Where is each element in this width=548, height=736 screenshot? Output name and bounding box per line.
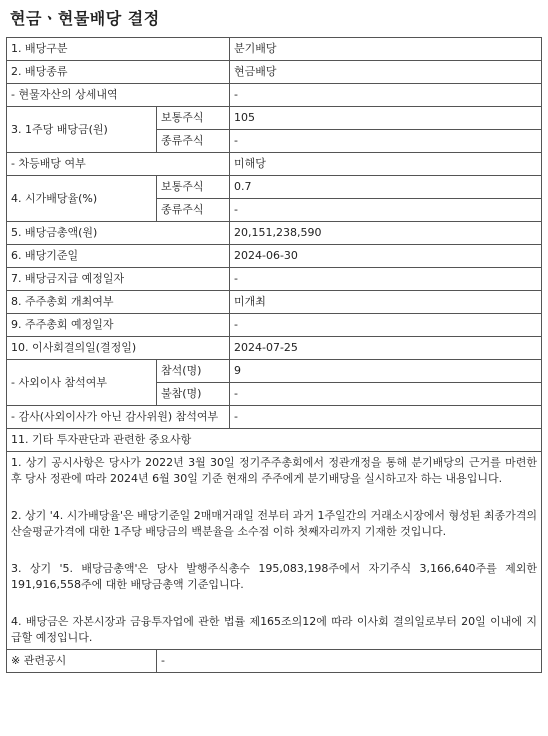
row-label-total: 5. 배당금총액(원) [7,222,230,245]
row-label-inkind-details: - 현물자산의 상세내역 [7,84,230,107]
table-row [7,84,542,107]
row-label-payment-date: 7. 배당금지급 예정일자 [7,268,230,291]
table-row [7,38,542,61]
row-value-agm-held: 미개최 [230,291,542,314]
value-absent: - [230,383,542,406]
table-row [7,176,542,199]
row-label-yield: 4. 시가배당율(%) [7,176,157,222]
table-row [7,429,542,452]
row-label-auditor-attendance: - 감사(사외이사가 아닌 감사위원) 참석여부 [7,406,230,429]
table-row [7,268,542,291]
table-row [7,360,542,383]
sub-label-preferred: 종류주식 [157,130,230,153]
note-paragraph: 4. 배당금은 자본시장과 금융투자업에 관한 법률 제165조의12에 따라 이사회 결의일로부터 20일 이내에 지급할 예정입니다. [11,615,537,644]
table-row [7,337,542,360]
row-label-other-matters: 11. 기타 투자판단과 관련한 중요사항 [7,429,542,452]
value-yield-preferred: - [230,199,542,222]
note-paragraph: 1. 상기 공시사항은 당사가 2022년 3월 30일 정기주주총회에서 정관개정을 통해 분기배당의 근거를 마련한 후 당사 정관에 따라 2024년 6월 30일 기준 현재의 주주에게 분기배당을 실시하고자 하는 내용입니다. [11,456,537,485]
row-value-dividend-kind: 현금배당 [230,61,542,84]
table-row [7,291,542,314]
row-label-differential: - 차등배당 여부 [7,153,230,176]
note-paragraph: 2. 상기 '4. 시가배당율'은 배당기준일 2매매거래일 전부터 과거 1주일간의 거래소시장에서 형성된 최종가격의 산술평균가격에 대한 1주당 배당금의 백분율을 소수점 이하 첫째자리까지 기재한 것입니다. [11,509,537,538]
value-dps-common: 105 [230,107,542,130]
row-value-differential: 미해당 [230,153,542,176]
table-row [7,107,542,130]
row-value-record-date: 2024-06-30 [230,245,542,268]
row-label-dividend-kind: 2. 배당종류 [7,61,230,84]
row-value-inkind-details: - [230,84,542,107]
table-row [7,650,542,673]
sub-label-common: 보통주식 [157,176,230,199]
table-row [7,153,542,176]
table-row [7,61,542,84]
row-label-agm-held: 8. 주주총회 개최여부 [7,291,230,314]
table-row [7,314,542,337]
row-value-total: 20,151,238,590 [230,222,542,245]
row-label-dividend-type: 1. 배당구분 [7,38,230,61]
row-value-related-disclosure: - [157,650,542,673]
sub-label-preferred: 종류주식 [157,199,230,222]
row-label-related-disclosure: ※ 관련공시 [7,650,157,673]
note-paragraph: 3. 상기 '5. 배당금총액'은 당사 발행주식총수 195,083,198주에서 자기주식 3,166,640주를 제외한 191,916,558주에 대한 배당금총액 기준입니다. [11,562,537,591]
row-value-payment-date: - [230,268,542,291]
row-label-agm-date: 9. 주주총회 예정일자 [7,314,230,337]
row-label-outside-directors: - 사외이사 참석여부 [7,360,157,406]
row-label-board-date: 10. 이사회결의일(결정일) [7,337,230,360]
row-value-auditor-attendance: - [230,406,542,429]
row-value-dividend-type: 분기배당 [230,38,542,61]
sub-label-absent: 불참(명) [157,383,230,406]
disclosure-table [6,37,542,673]
row-value-board-date: 2024-07-25 [230,337,542,360]
sub-label-common: 보통주식 [157,107,230,130]
row-label-record-date: 6. 배당기준일 [7,245,230,268]
table-row [7,222,542,245]
other-matters-notes [7,452,542,650]
sub-label-attended: 참석(명) [157,360,230,383]
page-title: 현금ㆍ현물배당 결정 [10,9,160,28]
value-yield-common: 0.7 [230,176,542,199]
value-dps-preferred: - [230,130,542,153]
row-value-agm-date: - [230,314,542,337]
table-row [7,406,542,429]
value-attended: 9 [230,360,542,383]
table-row [7,245,542,268]
row-label-dps: 3. 1주당 배당금(원) [7,107,157,153]
table-row [7,452,542,650]
